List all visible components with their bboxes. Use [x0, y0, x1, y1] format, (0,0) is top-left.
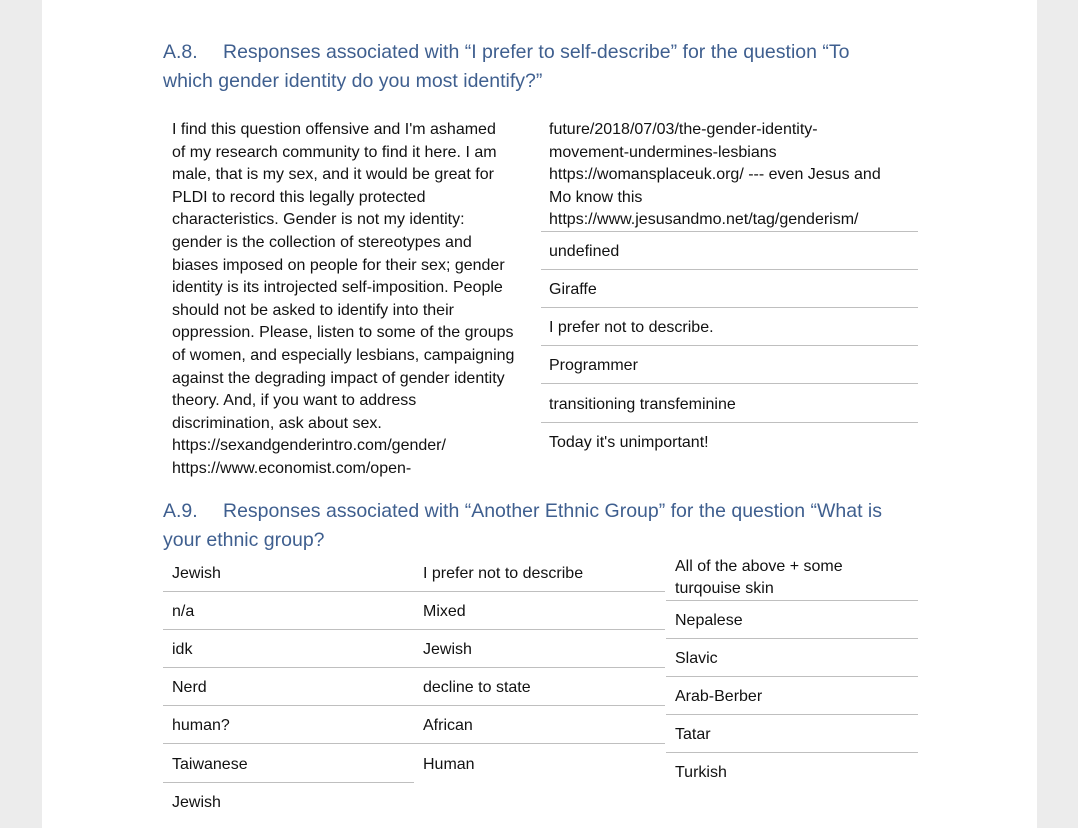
- long-response-line: PLDI to record this legally protected: [172, 188, 426, 206]
- section-a9-title-line2: your ethnic group?: [163, 529, 325, 551]
- table-cell: Nepalese: [675, 612, 743, 629]
- table-cell: Jewish: [172, 565, 221, 582]
- section-a8-number: A.8.: [163, 41, 198, 63]
- table-cell: Tatar: [675, 726, 711, 743]
- table-divider: [163, 591, 414, 592]
- table-cell: Jewish: [423, 641, 472, 658]
- long-response-line: I find this question offensive and I'm ashamed: [172, 121, 496, 138]
- long-response-line: theory. And, if you want to address: [172, 392, 417, 410]
- long-response-line: should not be asked to identify into their: [172, 301, 454, 319]
- table-cell: Jewish: [172, 794, 221, 811]
- table-cell: transitioning transfeminine: [549, 396, 736, 413]
- table-cell: I prefer not to describe.: [549, 319, 714, 336]
- long-response-line: of my research community to find it here. I am: [172, 143, 497, 161]
- table-divider: [541, 345, 918, 346]
- table-divider: [163, 705, 414, 706]
- table-divider: [666, 752, 918, 753]
- long-response-line: of women, and especially lesbians, campaigning: [172, 346, 515, 364]
- table-cell: decline to state: [423, 679, 531, 696]
- long-response-line: characteristics. Gender is not my identity:: [172, 211, 465, 229]
- long-response-line: gender is the collection of stereotypes and: [172, 233, 472, 251]
- continued-response-line: Mo know this: [549, 188, 643, 206]
- long-response-line: https://www.economist.com/open-: [172, 459, 412, 477]
- continued-response-line: https://womansplaceuk.org/ --- even Jesus and: [549, 166, 881, 184]
- document-page: [42, 0, 1037, 828]
- section-a8-title-line2: which gender identity do you most identify?”: [163, 70, 543, 92]
- table-divider: [414, 591, 665, 592]
- table-divider: [666, 638, 918, 639]
- table-cell: Slavic: [675, 650, 718, 667]
- long-response: [172, 119, 540, 481]
- table-cell: Arab-Berber: [675, 688, 763, 705]
- table-divider: [414, 667, 665, 668]
- long-response-line: identity is its introjected self-imposition. People: [172, 279, 503, 297]
- long-response-line: discrimination, ask about sex.: [172, 414, 382, 432]
- table-cell: Turkish: [675, 764, 727, 781]
- table-cell: Programmer: [549, 357, 638, 374]
- table-cell: Taiwanese: [172, 756, 248, 773]
- table-cell: Giraffe: [549, 281, 597, 298]
- table-divider: [541, 307, 918, 308]
- long-response-line: oppression. Please, listen to some of the groups: [172, 324, 514, 342]
- table-cell: I prefer not to describe: [423, 565, 584, 582]
- table-cell: n/a: [172, 603, 195, 620]
- table-cell: Nerd: [172, 679, 207, 696]
- table-divider: [414, 743, 665, 744]
- table-divider: [541, 422, 918, 423]
- table-divider: [666, 600, 918, 601]
- long-response-line: male, that is my sex, and it would be great for: [172, 166, 494, 184]
- table-divider: [163, 667, 414, 668]
- table-cell: human?: [172, 717, 230, 734]
- table-cell: undefined: [549, 243, 620, 260]
- table-divider: [163, 743, 414, 744]
- table-divider: [163, 782, 414, 783]
- section-a9-heading: [163, 497, 923, 555]
- section-a8-heading: [163, 38, 903, 96]
- table-cell: Human: [423, 756, 475, 773]
- table-divider: [666, 676, 918, 677]
- table-cell: idk: [172, 641, 193, 658]
- long-response-line: against the degrading impact of gender identity: [172, 369, 505, 387]
- table-divider: [414, 629, 665, 630]
- section-a9-title-line1: Responses associated with “Another Ethnic Group” for the question “What is: [223, 500, 882, 522]
- table-cell: Mixed: [423, 603, 466, 620]
- table-divider: [414, 705, 665, 706]
- long-response-line: https://sexandgenderintro.com/gender/: [172, 437, 446, 455]
- table-divider: [163, 629, 414, 630]
- section-a8-title-line1: Responses associated with “I prefer to self-describe” for the question “To: [223, 41, 850, 63]
- table-cell-line: turqouise skin: [675, 580, 774, 597]
- table-cell-line: All of the above + some: [675, 558, 843, 575]
- table-cell: African: [423, 717, 473, 734]
- section-a9-number: A.9.: [163, 500, 198, 522]
- table-divider: [666, 714, 918, 715]
- table-cell: Today it's unimportant!: [549, 434, 709, 451]
- continued-response-line: movement-undermines-lesbians: [549, 143, 777, 161]
- long-response-line: biases imposed on people for their sex; gender: [172, 256, 505, 274]
- table-cell: [675, 556, 843, 600]
- table-divider: [541, 231, 918, 232]
- continued-response: [549, 119, 919, 232]
- table-divider: [541, 383, 918, 384]
- table-divider: [541, 269, 918, 270]
- continued-response-line: https://www.jesusandmo.net/tag/genderism/: [549, 211, 859, 229]
- continued-response-line: future/2018/07/03/the-gender-identity-: [549, 121, 818, 138]
